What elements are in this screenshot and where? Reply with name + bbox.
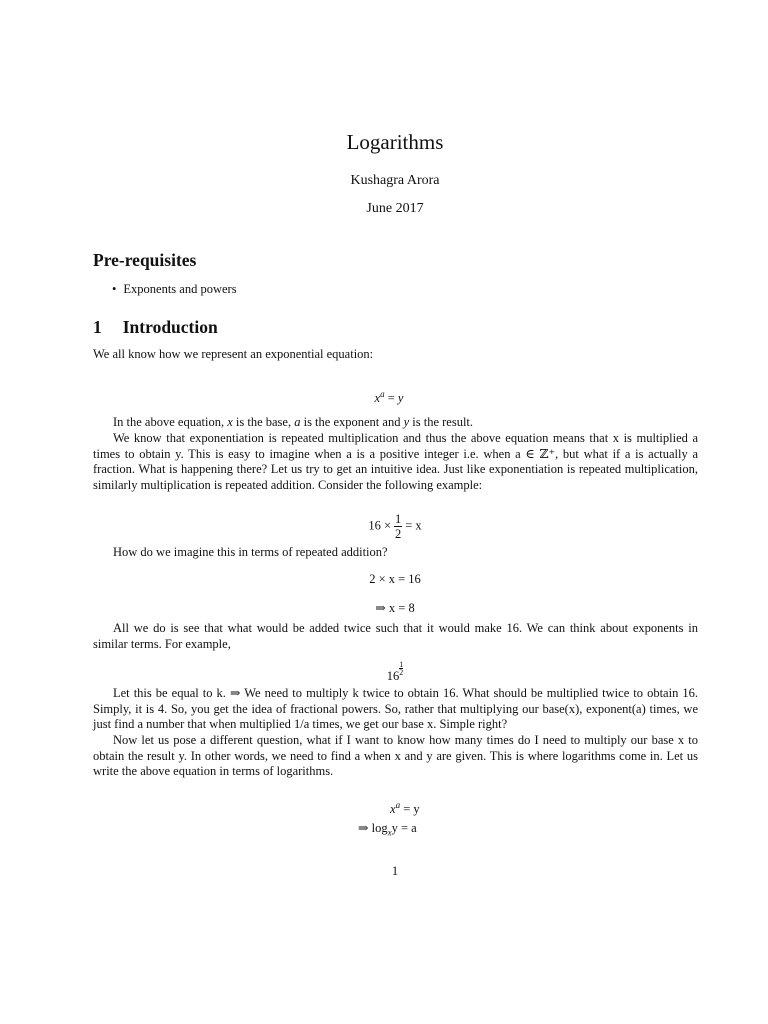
author-name: Kushagra Arora <box>350 173 440 188</box>
equation-logarithm: ⇒ $\log_xy = a$ <box>358 821 417 838</box>
fraction-exponent: $\frac{1}{2}$ <box>399 660 404 677</box>
prereq-list-item: • Exponents and powers <box>112 282 237 296</box>
paragraph-4: How do we imagine this in terms of repeated addition? <box>113 545 388 559</box>
equation-exponential: $x^a = y$ <box>374 389 404 406</box>
equation-exponential-repeat: $x^a = y$ <box>390 800 420 817</box>
paragraph-2: In the above equation, x is the base, a is the exponent and y is the result. <box>113 415 474 429</box>
page-number: 1 <box>391 864 399 878</box>
paragraph-3: We know that exponentiation is repeated multiplication and thus the above equation means that x is multiplied a times to obtain y. This is easy to imagine when a is a positive integer i.e. when a ∈ ℤ⁺, but what if a is actually a fraction. What is happening there? Let us try to get an intuitive idea. Just like exponentiation is repeated multiplication, similarly multiplication is repeated addition. Consider the following example: <box>93 431 698 493</box>
paper-date: June 2017 <box>366 201 424 216</box>
equation-addition: 2 × x = 16 <box>369 572 421 586</box>
paragraph-1: We all know how we represent an exponential equation: <box>93 347 374 361</box>
equation-result: ⇒ x = 8 <box>375 601 415 615</box>
prereq-heading: Pre-requisites <box>93 250 197 270</box>
section-heading-introduction: 1 Introduction <box>93 317 218 337</box>
equation-fractional-power: 16 $\frac{1}{2}$ <box>386 660 404 684</box>
equation-multiplication: 16 × $\frac{1}{2}$ = x <box>368 512 422 541</box>
paragraph-7: Now let us pose a different question, what if I want to know how many times do I need to multiply our base x to obtain the result y. In other words, we need to find a when x and y are given. This is where logarithms come in. Let us write the above equation in terms of logarithms. <box>93 733 698 779</box>
fraction-one-half: $\frac{1}{2}$ <box>395 512 402 541</box>
paragraph-5: All we do is see that what would be added twice such that it would make 16. We can think about exponents in similar terms. For example, <box>93 621 698 651</box>
paragraph-6: Let this be equal to k. ⇒ We need to multiply k twice to obtain 16. What should be multiplied twice to obtain 16. Simply, it is 4. So, you get the idea of fractional powers. So, rather that multiplying our base(x), exponent(a) times, we just find a number that when multiplied 1/a times, we get our base x. Simple right? <box>93 686 698 732</box>
paper-title: Logarithms <box>346 130 444 154</box>
bullet-icon: • <box>112 282 117 296</box>
